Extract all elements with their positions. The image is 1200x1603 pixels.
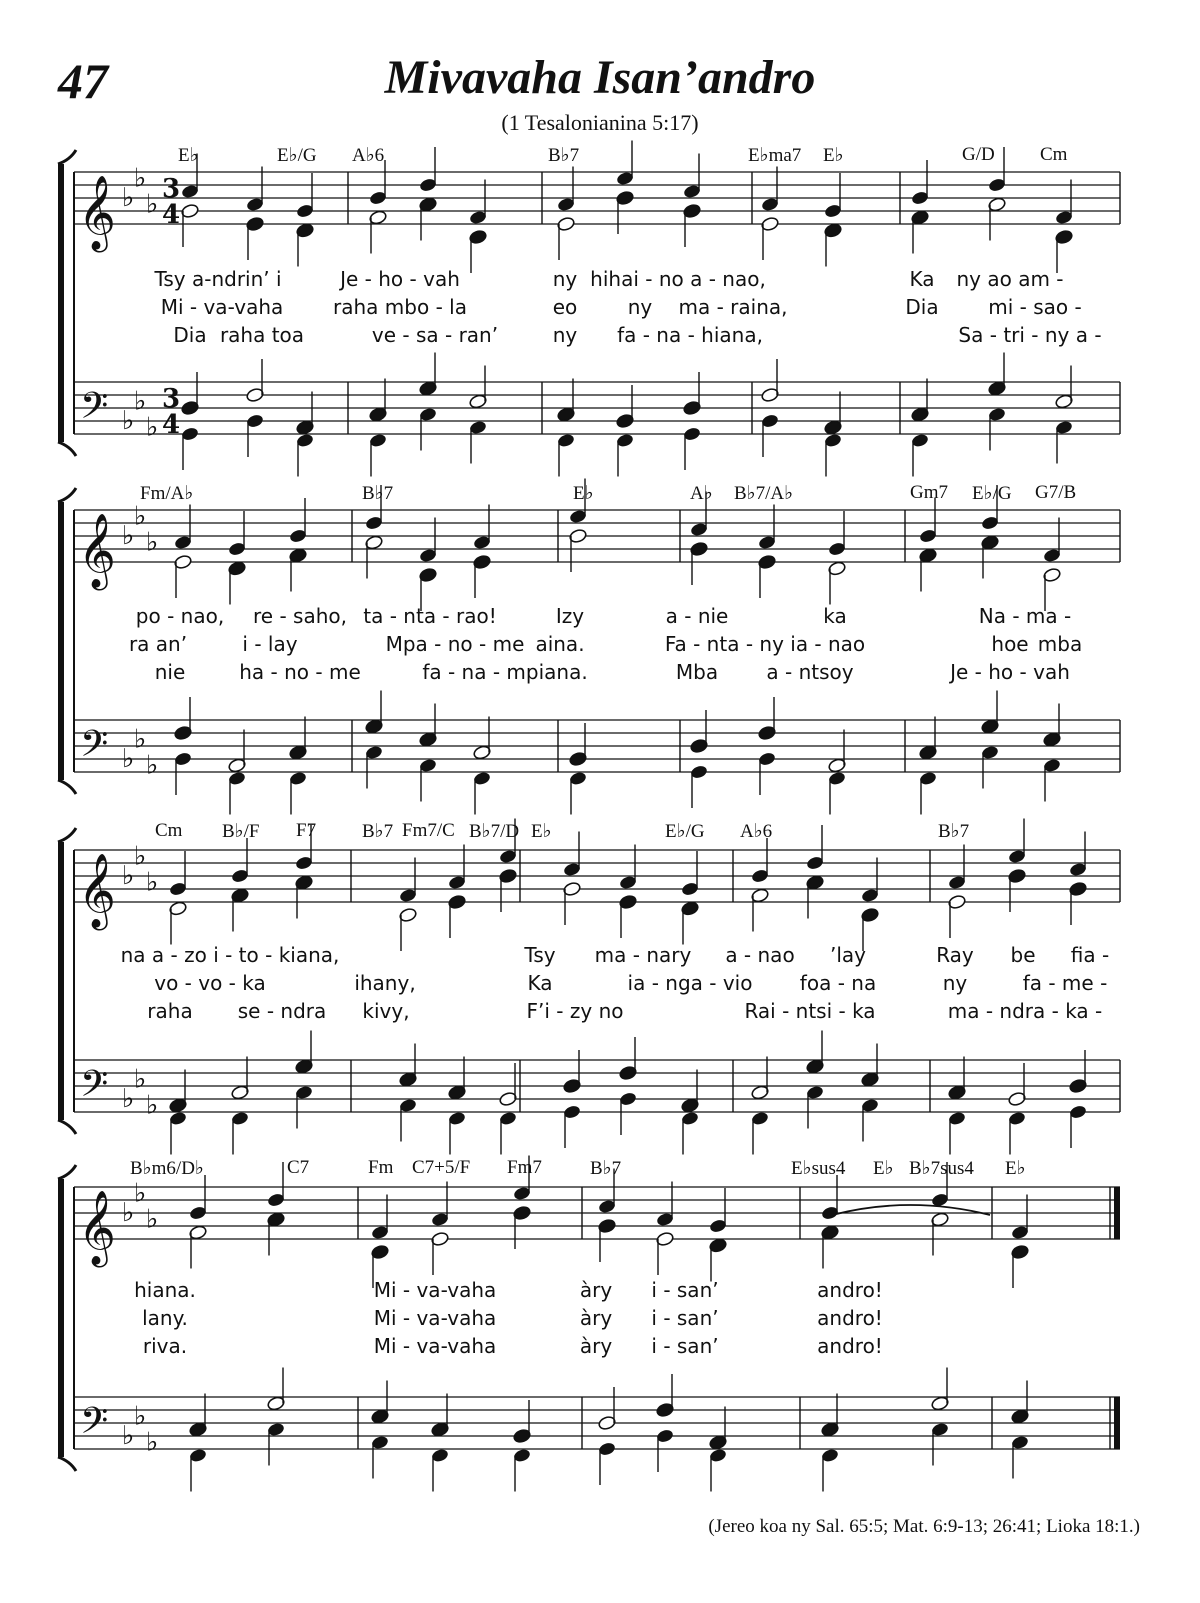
- bracket-hook: [58, 1165, 76, 1179]
- chord-symbol: B♭7: [548, 145, 580, 166]
- lyric-verse-3: raha: [147, 999, 193, 1023]
- chord-symbol: B♭7: [362, 483, 394, 504]
- lyric-verse-3: a - ntsoy: [766, 660, 854, 684]
- lyric-verse-3: ha - no - me: [239, 660, 361, 684]
- lyric-verse-3: àry: [579, 1334, 613, 1358]
- chord-symbol: E♭: [531, 821, 552, 842]
- lyric-verse-1: a - nao: [725, 943, 795, 967]
- lyric-verse-1: re - saho,: [253, 604, 347, 628]
- lyric-verse-3: raha toa: [219, 323, 305, 347]
- chord-symbol: B♭7: [590, 1158, 622, 1179]
- lyric-verse-2: aina.: [535, 632, 585, 656]
- bass-clef-icon: 𝄢: [80, 385, 109, 436]
- chord-symbol: A♭: [690, 483, 713, 504]
- lyric-verse-2: mba: [1037, 632, 1083, 656]
- system-bracket: [58, 1179, 64, 1457]
- lyric-verse-1: na a - zo i - to - kiana,: [120, 943, 340, 967]
- bracket-hook: [58, 1120, 76, 1134]
- chord-symbol: E♭/G: [277, 145, 317, 166]
- lyric-verse-1: Ka: [909, 267, 935, 291]
- lyric-verse-3: Dia: [173, 323, 207, 347]
- lyric-verse-3: riva.: [142, 1334, 188, 1358]
- lyric-verse-1: ta - nta - rao!: [363, 604, 497, 628]
- lyric-verse-2: andro!: [817, 1306, 883, 1330]
- time-signature-top: 3: [162, 174, 181, 204]
- chord-symbol: A♭6: [740, 821, 773, 842]
- flat-icon: ♭: [134, 841, 147, 872]
- flat-icon: ♭: [122, 183, 135, 213]
- system-bracket: [58, 842, 64, 1120]
- flat-icon: ♭: [146, 189, 159, 220]
- bass-clef-icon: 𝄢: [80, 1400, 109, 1451]
- lyric-verse-2: i - lay: [242, 632, 298, 656]
- lyric-verse-1: àry: [579, 1278, 613, 1302]
- chord-symbol: E♭/G: [665, 821, 705, 842]
- chord-symbol: B♭/F: [222, 821, 260, 842]
- lyric-verse-2: raha mbo - la: [333, 295, 467, 319]
- lyric-verse-2: ihany,: [354, 971, 416, 995]
- treble-clef-icon: 𝄞: [78, 514, 116, 588]
- final-barline-thick: [1114, 1187, 1120, 1239]
- lyric-verse-3: Rai - ntsi - ka: [744, 999, 876, 1023]
- flat-icon: ♭: [122, 521, 135, 551]
- chord-symbol: Gm7: [910, 482, 948, 503]
- chord-symbol: A♭6: [352, 145, 385, 166]
- lyric-verse-1: Ray: [936, 943, 974, 967]
- lyric-verse-2: àry: [579, 1306, 613, 1330]
- system-bracket: [58, 502, 64, 780]
- lyric-verse-1: po - nao,: [135, 604, 225, 628]
- treble-clef-icon: 𝄞: [78, 176, 116, 250]
- lyric-verse-3: Mi - va-vaha: [373, 1334, 497, 1358]
- bass-clef-icon: 𝄢: [80, 1063, 109, 1114]
- bracket-hook: [58, 1457, 76, 1471]
- chord-symbol: B♭7/D: [469, 821, 520, 842]
- chord-symbol: B♭7: [938, 821, 970, 842]
- lyric-verse-2: ny: [942, 971, 968, 995]
- chord-symbol: Cm: [155, 820, 183, 841]
- lyric-verse-3: ma - ndra - ka -: [947, 999, 1103, 1023]
- lyric-verse-1: Izy: [555, 604, 585, 628]
- flat-icon: ♭: [134, 724, 147, 755]
- lyric-verse-1: hiana.: [134, 1278, 196, 1302]
- cross-references: (Jereo koa ny Sal. 65:5; Mat. 6:9-13; 26:41; Lioka 18:1.): [708, 1516, 1140, 1537]
- lyric-verse-1: ’lay: [829, 943, 867, 967]
- bracket-hook: [58, 828, 76, 842]
- flat-icon: ♭: [134, 163, 147, 194]
- lyric-verse-2: hoe: [991, 632, 1029, 656]
- chord-symbol: E♭: [573, 483, 594, 504]
- chord-symbol: G7/B: [1035, 482, 1077, 503]
- flat-icon: ♭: [134, 1064, 147, 1095]
- bracket-hook: [58, 442, 76, 456]
- lyric-verse-3: F’i - zy no: [526, 999, 624, 1023]
- flat-icon: ♭: [134, 1401, 147, 1432]
- lyric-verse-3: ve - sa - ran’: [371, 323, 499, 347]
- lyric-verse-3: kivy,: [362, 999, 410, 1023]
- lyric-verse-1: a - nie: [665, 604, 729, 628]
- lyric-verse-1: Je - ho - vah: [340, 267, 460, 291]
- lyric-verse-2: ia - nga - vio: [627, 971, 753, 995]
- chord-symbol: B♭m6/D♭: [130, 1158, 204, 1179]
- lyric-verse-3: ny: [552, 323, 578, 347]
- chord-symbol: Fm7/C: [402, 820, 455, 841]
- lyric-verse-1: Tsy a-ndrin’ i: [154, 267, 282, 291]
- lyric-verse-3: andro!: [817, 1334, 883, 1358]
- time-signature-bottom: 4: [162, 410, 181, 440]
- flat-icon: ♭: [146, 1090, 159, 1121]
- hymn-number: 47: [58, 53, 108, 109]
- lyric-verse-3: se - ndra: [237, 999, 327, 1023]
- bass-clef-icon: 𝄢: [80, 723, 109, 774]
- lyric-verse-2: foa - na: [799, 971, 877, 995]
- final-barline-thick: [1114, 1397, 1120, 1449]
- lyric-verse-3: fa - na - mpiana.: [422, 660, 588, 684]
- chord-symbol: Fm: [368, 1157, 394, 1178]
- chord-symbol: B♭7: [362, 821, 394, 842]
- bracket-hook: [58, 150, 76, 164]
- flat-icon: ♭: [146, 527, 159, 558]
- lyric-verse-2: Mpa - no - me: [385, 632, 525, 656]
- lyric-verse-1: i - san’: [651, 1278, 719, 1302]
- lyric-verse-1: andro!: [817, 1278, 883, 1302]
- chord-symbol: E♭: [873, 1158, 894, 1179]
- flat-icon: ♭: [122, 406, 135, 436]
- treble-clef-icon: 𝄞: [78, 854, 116, 928]
- lyric-verse-2: vo - vo - ka: [154, 971, 266, 995]
- chord-symbol: C7+5/F: [412, 1157, 471, 1178]
- lyric-verse-2: Dia: [905, 295, 939, 319]
- time-signature-top: 3: [162, 384, 181, 414]
- flat-icon: ♭: [134, 1178, 147, 1209]
- chord-symbol: G/D: [962, 144, 995, 165]
- lyric-verse-3: nie: [154, 660, 186, 684]
- lyric-verse-1: hihai - no a - nao,: [590, 267, 766, 291]
- flat-icon: ♭: [146, 867, 159, 898]
- flat-icon: ♭: [134, 386, 147, 417]
- lyric-verse-1: ka: [823, 604, 847, 628]
- lyric-verse-2: Fa - nta - ny ia - nao: [664, 632, 866, 656]
- chord-symbol: F7: [296, 820, 317, 841]
- lyric-verse-1: Tsy: [524, 943, 556, 967]
- chord-symbol: B♭7sus4: [909, 1158, 974, 1179]
- flat-icon: ♭: [146, 1427, 159, 1458]
- lyric-verse-1: ma - nary: [594, 943, 692, 967]
- system-bracket: [58, 164, 64, 442]
- lyric-verse-3: fa - na - hiana,: [617, 323, 763, 347]
- chord-symbol: E♭: [823, 145, 844, 166]
- lyric-verse-1: fia -: [1070, 943, 1110, 967]
- lyric-verse-3: Mba: [675, 660, 719, 684]
- lyric-verse-2: ra an’: [128, 632, 188, 656]
- lyric-verse-2: mi - sao -: [988, 295, 1082, 319]
- bracket-hook: [58, 780, 76, 794]
- flat-icon: ♭: [122, 1198, 135, 1228]
- bracket-hook: [58, 488, 76, 502]
- lyric-verse-3: Je - ho - vah: [950, 660, 1070, 684]
- lyric-verse-1: ny: [552, 267, 578, 291]
- lyric-verse-2: lany.: [142, 1306, 188, 1330]
- flat-icon: ♭: [146, 412, 159, 443]
- lyric-verse-2: Mi - va-vaha: [373, 1306, 497, 1330]
- scripture-reference: (1 Tesalonianina 5:17): [501, 110, 699, 135]
- lyric-verse-3: Sa - tri - ny a -: [958, 323, 1102, 347]
- chord-symbol: E♭sus4: [791, 1158, 846, 1179]
- lyric-verse-2: Mi - va-vaha: [160, 295, 284, 319]
- lyric-verse-1: Na - ma -: [978, 604, 1072, 628]
- lyric-verse-2: ma - raina,: [678, 295, 788, 319]
- lyric-verse-1: ny ao am -: [956, 267, 1064, 291]
- flat-icon: ♭: [122, 744, 135, 774]
- chord-symbol: B♭7/A♭: [734, 483, 794, 504]
- lyric-verse-1: Mi - va-vaha: [373, 1278, 497, 1302]
- flat-icon: ♭: [134, 501, 147, 532]
- chord-symbol: Fm7: [507, 1157, 542, 1178]
- flat-icon: ♭: [122, 1421, 135, 1451]
- time-signature-bottom: 4: [162, 200, 181, 230]
- chord-symbol: E♭: [178, 145, 199, 166]
- hymn-title: Mivavaha Isan’andro: [384, 51, 816, 104]
- lyric-verse-2: i - san’: [651, 1306, 719, 1330]
- flat-icon: ♭: [122, 861, 135, 891]
- chord-symbol: Cm: [1040, 144, 1068, 165]
- flat-icon: ♭: [146, 1204, 159, 1235]
- lyric-verse-2: Ka: [527, 971, 553, 995]
- flat-icon: ♭: [146, 750, 159, 781]
- chord-symbol: Fm/A♭: [140, 483, 194, 504]
- lyric-verse-1: be: [1010, 943, 1036, 967]
- chord-symbol: E♭: [1005, 1158, 1026, 1179]
- treble-clef-icon: 𝄞: [78, 1191, 116, 1265]
- lyric-verse-3: i - san’: [651, 1334, 719, 1358]
- chord-symbol: E♭ma7: [748, 145, 802, 166]
- chord-symbol: C7: [287, 1157, 310, 1178]
- lyric-verse-2: eo: [552, 295, 578, 319]
- lyric-verse-2: fa - me -: [1022, 971, 1108, 995]
- lyric-verse-2: ny: [627, 295, 653, 319]
- flat-icon: ♭: [122, 1084, 135, 1114]
- chord-symbol: E♭/G: [972, 483, 1012, 504]
